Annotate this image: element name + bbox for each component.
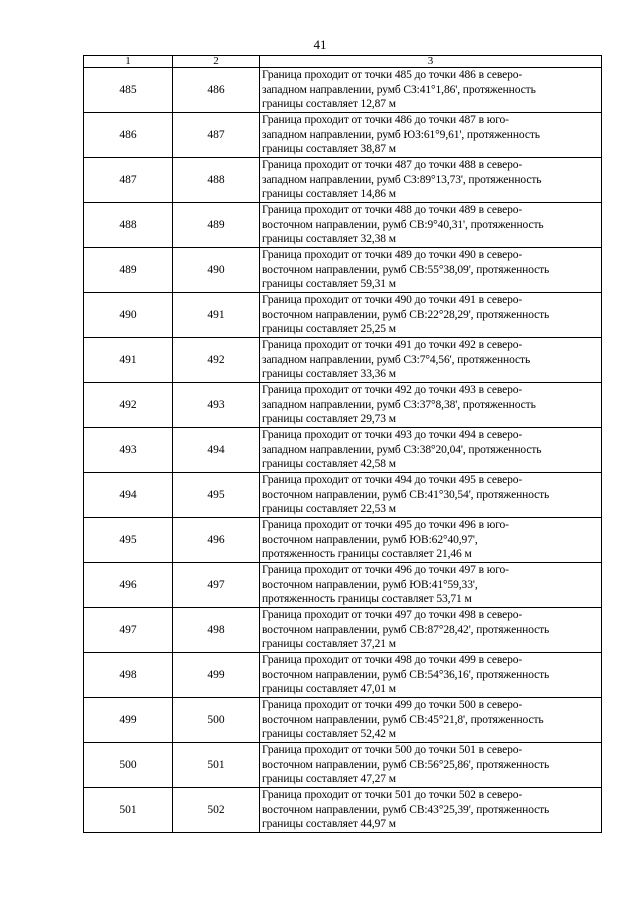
description-line: Граница проходит от точки 493 до точки 494 в северо- xyxy=(262,429,523,442)
point-to-cell: 488 xyxy=(173,158,260,203)
description-line: границы составляет 42,58 м xyxy=(262,458,396,471)
boundary-description-cell xyxy=(260,113,602,158)
description-line: восточном направлении, румб СВ:22°28,29', протяженность xyxy=(262,308,550,321)
boundary-table xyxy=(83,55,602,833)
point-from-cell: 488 xyxy=(84,203,173,248)
description-line: Граница проходит от точки 492 до точки 493 в северо- xyxy=(262,384,523,397)
description-line: границы составляет 47,27 м xyxy=(262,773,396,786)
description-line: восточном направлении, румб СВ:9°40,31', протяженность xyxy=(262,218,544,231)
boundary-description-cell xyxy=(260,518,602,563)
boundary-description-cell xyxy=(260,248,602,293)
table-row xyxy=(84,383,602,428)
boundary-description-cell xyxy=(260,698,602,743)
description-line: Граница проходит от точки 501 до точки 502 в северо- xyxy=(262,789,523,802)
boundary-description-cell xyxy=(260,158,602,203)
table-row xyxy=(84,113,602,158)
point-from-cell: 501 xyxy=(84,788,173,833)
point-to-cell: 491 xyxy=(173,293,260,338)
point-to-cell: 490 xyxy=(173,248,260,293)
description-line: восточном направлении, румб СВ:41°30,54', протяженность xyxy=(262,488,550,501)
point-from-cell: 493 xyxy=(84,428,173,473)
point-from-cell: 494 xyxy=(84,473,173,518)
description-line: Граница проходит от точки 491 до точки 492 в северо- xyxy=(262,339,523,352)
description-line: границы составляет 33,36 м xyxy=(262,368,396,381)
description-line: границы составляет 52,42 м xyxy=(262,728,396,741)
table-row xyxy=(84,68,602,113)
point-from-cell: 490 xyxy=(84,293,173,338)
description-line: Граница проходит от точки 486 до точки 487 в юго- xyxy=(262,114,509,127)
point-to-cell: 494 xyxy=(173,428,260,473)
description-line: протяженность границы составляет 53,71 м xyxy=(262,593,472,606)
description-line: Граница проходит от точки 495 до точки 496 в юго- xyxy=(262,519,509,532)
description-line: Граница проходит от точки 490 до точки 491 в северо- xyxy=(262,294,523,307)
description-line: Граница проходит от точки 485 до точки 486 в северо- xyxy=(262,69,523,82)
table-row xyxy=(84,293,602,338)
point-from-cell: 497 xyxy=(84,608,173,653)
description-line: восточном направлении, румб СВ:55°38,09', протяженность xyxy=(262,263,550,276)
table-row xyxy=(84,698,602,743)
description-line: Граница проходит от точки 489 до точки 490 в северо- xyxy=(262,249,523,262)
description-line: западном направлении, румб СЗ:38°20,04', протяженность xyxy=(262,443,542,456)
description-line: западном направлении, румб СЗ:37°8,38', протяженность xyxy=(262,398,536,411)
boundary-description-cell xyxy=(260,743,602,788)
point-from-cell: 496 xyxy=(84,563,173,608)
point-to-cell: 497 xyxy=(173,563,260,608)
page-number: 41 xyxy=(313,37,327,52)
boundary-description-cell xyxy=(260,473,602,518)
table-row xyxy=(84,608,602,653)
description-line: Граница проходит от точки 496 до точки 497 в юго- xyxy=(262,564,509,577)
point-from-cell: 486 xyxy=(84,113,173,158)
boundary-description-cell xyxy=(260,428,602,473)
description-line: Граница проходит от точки 494 до точки 495 в северо- xyxy=(262,474,523,487)
description-line: границы составляет 32,38 м xyxy=(262,233,396,246)
table-body xyxy=(84,68,602,833)
description-line: границы составляет 29,73 м xyxy=(262,413,396,426)
description-line: восточном направлении, румб СВ:43°25,39', протяженность xyxy=(262,803,550,816)
point-to-cell: 493 xyxy=(173,383,260,428)
table-header-row xyxy=(84,56,602,68)
description-line: границы составляет 25,25 м xyxy=(262,323,396,336)
description-line: западном направлении, румб СЗ:7°4,56', протяженность xyxy=(262,353,531,366)
column-header-3: 3 xyxy=(260,56,602,68)
point-from-cell: 500 xyxy=(84,743,173,788)
point-to-cell: 486 xyxy=(173,68,260,113)
description-line: восточном направлении, румб СВ:54°36,16', протяженность xyxy=(262,668,550,681)
table-row xyxy=(84,158,602,203)
table-row xyxy=(84,788,602,833)
point-to-cell: 496 xyxy=(173,518,260,563)
boundary-description-cell xyxy=(260,383,602,428)
point-from-cell: 487 xyxy=(84,158,173,203)
boundary-description-cell xyxy=(260,653,602,698)
point-from-cell: 498 xyxy=(84,653,173,698)
description-line: западном направлении, румб ЮЗ:61°9,61', протяженность xyxy=(262,128,540,141)
table-row xyxy=(84,653,602,698)
description-line: Граница проходит от точки 500 до точки 501 в северо- xyxy=(262,744,523,757)
boundary-description-cell xyxy=(260,68,602,113)
description-line: западном направлении, румб СЗ:41°1,86', протяженность xyxy=(262,83,536,96)
point-from-cell: 485 xyxy=(84,68,173,113)
boundary-description-cell xyxy=(260,338,602,383)
point-from-cell: 492 xyxy=(84,383,173,428)
point-to-cell: 495 xyxy=(173,473,260,518)
point-from-cell: 499 xyxy=(84,698,173,743)
point-to-cell: 489 xyxy=(173,203,260,248)
table-row xyxy=(84,518,602,563)
description-line: границы составляет 12,87 м xyxy=(262,98,396,111)
boundary-description-cell xyxy=(260,563,602,608)
point-from-cell: 495 xyxy=(84,518,173,563)
point-to-cell: 487 xyxy=(173,113,260,158)
table-row xyxy=(84,203,602,248)
column-header-2: 2 xyxy=(173,56,260,68)
description-line: восточном направлении, румб ЮВ:41°59,33', xyxy=(262,578,478,591)
description-line: границы составляет 22,53 м xyxy=(262,503,396,516)
boundary-description-cell xyxy=(260,203,602,248)
table-row xyxy=(84,563,602,608)
description-line: восточном направлении, румб СВ:45°21,8', протяженность xyxy=(262,713,544,726)
point-from-cell: 491 xyxy=(84,338,173,383)
boundary-description-cell xyxy=(260,293,602,338)
table-row xyxy=(84,338,602,383)
description-line: Граница проходит от точки 497 до точки 498 в северо- xyxy=(262,609,523,622)
point-to-cell: 492 xyxy=(173,338,260,383)
boundary-description-cell xyxy=(260,608,602,653)
point-to-cell: 499 xyxy=(173,653,260,698)
point-to-cell: 498 xyxy=(173,608,260,653)
description-line: Граница проходит от точки 499 до точки 500 в северо- xyxy=(262,699,523,712)
description-line: протяженность границы составляет 21,46 м xyxy=(262,548,472,561)
description-line: восточном направлении, румб ЮВ:62°40,97', xyxy=(262,533,478,546)
point-from-cell: 489 xyxy=(84,248,173,293)
description-line: Граница проходит от точки 488 до точки 489 в северо- xyxy=(262,204,523,217)
table-row xyxy=(84,473,602,518)
description-line: границы составляет 59,31 м xyxy=(262,278,396,291)
description-line: границы составляет 38,87 м xyxy=(262,143,396,156)
description-line: границы составляет 37,21 м xyxy=(262,638,396,651)
column-header-1: 1 xyxy=(84,56,173,68)
boundary-description-cell xyxy=(260,788,602,833)
description-line: границы составляет 44,97 м xyxy=(262,818,396,831)
description-line: границы составляет 14,86 м xyxy=(262,188,396,201)
description-line: восточном направлении, румб СВ:56°25,86', протяженность xyxy=(262,758,550,771)
table-row xyxy=(84,428,602,473)
description-line: западном направлении, румб СЗ:89°13,73', протяженность xyxy=(262,173,542,186)
point-to-cell: 500 xyxy=(173,698,260,743)
description-line: Граница проходит от точки 487 до точки 488 в северо- xyxy=(262,159,523,172)
description-line: границы составляет 47,01 м xyxy=(262,683,396,696)
point-to-cell: 501 xyxy=(173,743,260,788)
description-line: Граница проходит от точки 498 до точки 499 в северо- xyxy=(262,654,523,667)
point-to-cell: 502 xyxy=(173,788,260,833)
table-row xyxy=(84,248,602,293)
table-row xyxy=(84,743,602,788)
description-line: восточном направлении, румб СВ:87°28,42', протяженность xyxy=(262,623,550,636)
